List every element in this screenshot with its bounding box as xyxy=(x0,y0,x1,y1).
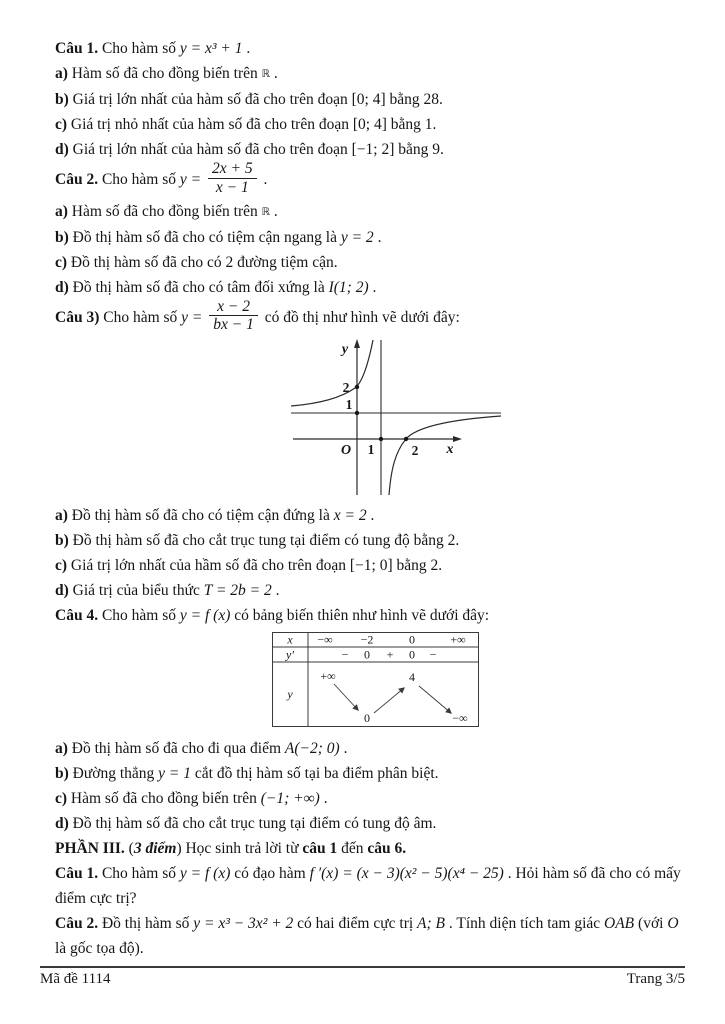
q2-option-a: a) Hàm số đã cho đồng biến trên ℝ . xyxy=(55,202,278,220)
part3-q1-label: Câu 1. xyxy=(55,865,99,883)
bbt-yprime-zero: 0 xyxy=(409,647,415,662)
bbt-x-val: 0 xyxy=(409,632,415,647)
x-axis-label: x xyxy=(446,442,454,458)
q4-option-d: d) Đồ thị hàm số đã cho cắt trục tung tại điểm có tung độ âm. xyxy=(55,815,437,833)
arrow-down-icon xyxy=(419,686,451,713)
q3-option-d: d) Giá trị của biểu thức T = 2b = 2 . xyxy=(55,582,280,600)
y-tick-1: 1 xyxy=(345,397,353,413)
q2-fraction: $\frac{2x + 5}{x - 1}$ xyxy=(208,160,257,197)
x-tick-1: 1 xyxy=(367,442,375,458)
y-axis-arrow-icon xyxy=(354,339,360,348)
curve-lower-branch xyxy=(389,416,501,495)
bbt-y-max: 4 xyxy=(409,670,415,685)
bbt-yprime-sign: − xyxy=(341,647,349,662)
bbt-yprime-zero: 0 xyxy=(364,647,370,662)
real-set-symbol: ℝ xyxy=(261,69,270,80)
point-0-1 xyxy=(355,411,359,415)
q1-formula: y = x³ + 1 xyxy=(179,40,243,57)
q3-heading: Câu 3) Cho hàm số y = $\frac{x - 2}{bx - 1}$ có đồ thị như hình vẽ dưới đây: xyxy=(55,297,460,334)
q2-option-d: d) Đồ thị hàm số đã cho có tâm đối xứng là I(1; 2) . xyxy=(55,278,377,296)
real-set-symbol: ℝ xyxy=(261,206,270,218)
point-2-0 xyxy=(404,437,408,441)
bbt-y-label: y xyxy=(287,687,293,702)
q4-label: Câu 4. xyxy=(55,607,99,625)
arrow-up-icon xyxy=(374,688,404,713)
y-tick-2: 2 xyxy=(342,380,350,396)
q4-option-a: a) Đồ thị hàm số đã cho đi qua điểm A(−2; 0) . xyxy=(55,740,348,758)
q1-option-b: b) Giá trị lớn nhất của hàm số đã cho trên đoạn [0; 4] bằng 28. xyxy=(55,91,443,108)
q4-heading: Câu 4. Cho hàm số y = f (x) có bảng biến thiên như hình vẽ dưới đây: xyxy=(55,607,490,625)
q1-option-a: a) Hàm số đã cho đồng biến trên ℝ . xyxy=(55,65,278,82)
part3-q1: Câu 1. Cho hàm số y = f (x) có đạo hàm f ′(x) = (x − 3)(x² − 5)(x⁴ − 25) . Hỏi hàm số đã cho có mấy điểm cực trị? xyxy=(55,865,681,908)
q3-option-b: b) Đồ thị hàm số đã cho cắt trục tung tại điểm có tung độ bằng 2. xyxy=(55,532,460,550)
arrow-down-icon xyxy=(334,684,358,710)
q3-fraction: $\frac{x - 2}{bx - 1}$ xyxy=(209,298,258,335)
bbt-yprime-sign: − xyxy=(429,647,437,662)
part3-q2: Câu 2. Đồ thị hàm số y = x³ − 3x² + 2 có hai điểm cực trị A; B . Tính diện tích tam giác OAB (với O là gốc tọa độ). xyxy=(55,915,679,958)
bbt-x-val: −∞ xyxy=(317,632,333,647)
part3-heading: PHẦN III. (3 điểm) Học sinh trả lời từ câu 1 đến câu 6. xyxy=(55,840,407,858)
function-graph xyxy=(283,338,508,496)
bbt-y-topleft: +∞ xyxy=(320,669,336,684)
q1-label: Câu 1. xyxy=(55,40,99,57)
page-number: Trang 3/5 xyxy=(626,971,685,987)
q1-option-d: d) Giá trị lớn nhất của hàm số đã cho trên đoạn [−1; 2] bằng 9. xyxy=(55,141,444,158)
function-graph-figure xyxy=(283,338,681,501)
point-1-0 xyxy=(379,437,383,441)
curve-upper-branch xyxy=(291,340,373,406)
x-axis-arrow-icon xyxy=(453,436,462,442)
part3-q2-label: Câu 2. xyxy=(55,915,99,933)
exam-code: Mã đề 1114 xyxy=(40,971,111,987)
q2-option-c: c) Đồ thị hàm số đã cho có 2 đường tiệm cận. xyxy=(55,253,338,271)
bbt-x-val: −2 xyxy=(360,632,374,647)
q3-option-a: a) Đồ thị hàm số đã cho có tiệm cận đứng là x = 2 . xyxy=(55,507,375,525)
q3-label: Câu 3) xyxy=(55,308,100,326)
bbt-yprime-sign: + xyxy=(386,647,394,662)
point-0-2 xyxy=(355,385,359,389)
x-tick-2: 2 xyxy=(411,443,419,459)
q4-option-b: b) Đường thẳng y = 1 cắt đồ thị hàm số tại ba điểm phân biệt. xyxy=(55,765,439,783)
bbt-x-val: +∞ xyxy=(450,632,466,647)
bbt-yprime-label: y′ xyxy=(286,647,294,662)
q1-option-c: c) Giá trị nhỏ nhất của hàm số đã cho trên đoạn [0; 4] bằng 1. xyxy=(55,116,437,133)
y-axis-label: y xyxy=(341,342,349,358)
part3-label: PHẦN III. xyxy=(55,840,125,858)
origin-label: O xyxy=(340,443,352,459)
q4-option-c: c) Hàm số đã cho đồng biến trên (−1; +∞) . xyxy=(55,790,328,808)
variation-table xyxy=(272,632,479,727)
bbt-x-label: x xyxy=(287,632,293,647)
bbt-y-min: 0 xyxy=(364,711,370,726)
q2-option-b: b) Đồ thị hàm số đã cho có tiệm cận ngang là y = 2 . xyxy=(55,228,382,246)
bbt-y-bottomright: −∞ xyxy=(452,711,468,726)
q2-label: Câu 2. xyxy=(55,170,99,188)
q1-heading: Câu 1. Cho hàm số y = x³ + 1 . xyxy=(55,40,251,57)
q2-heading: Câu 2. Cho hàm số y = $\frac{2x + 5}{x - 1}$ . xyxy=(55,160,268,196)
q3-option-c: c) Giá trị lớn nhất của hầm số đã cho trên đoạn [−1; 0] bằng 2. xyxy=(55,557,443,575)
variation-table-figure xyxy=(272,632,681,732)
page-footer xyxy=(40,966,685,988)
